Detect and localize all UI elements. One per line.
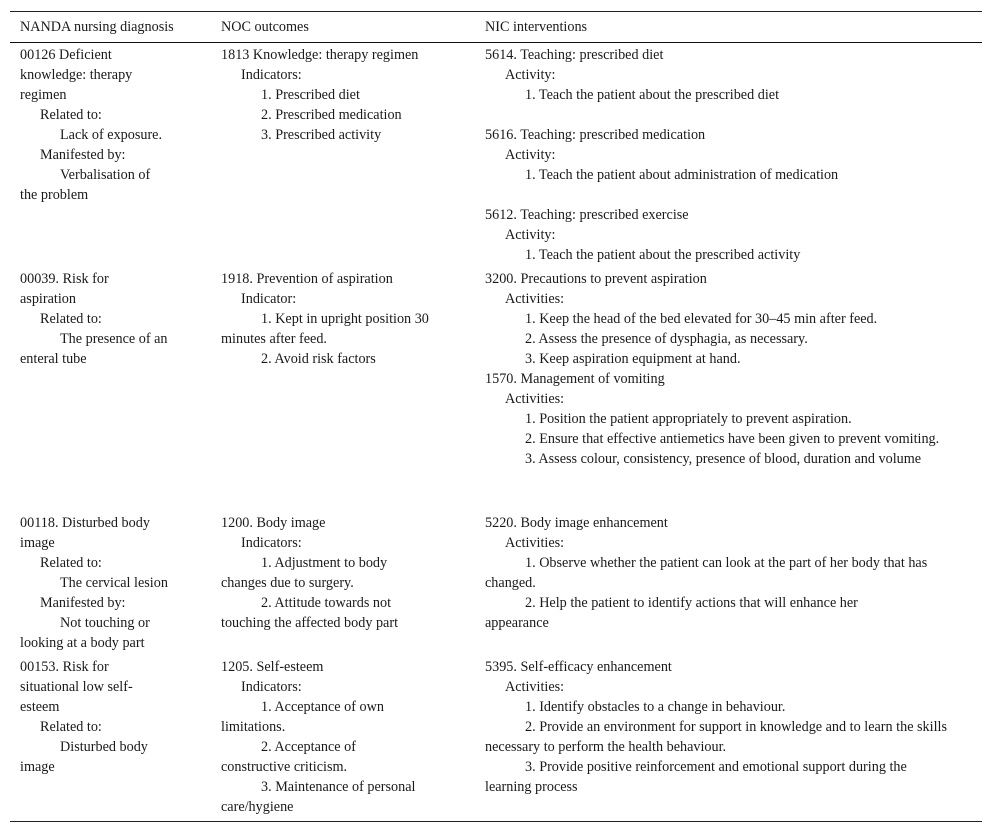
nic-title: 5220. Body image enhancement: [485, 515, 668, 531]
nic-activity: 2. Assess the presence of dysphagia, as necessary.: [525, 331, 808, 347]
nic-activity: 1. Teach the patient about the prescribed diet: [525, 87, 780, 103]
nic-title: 5395. Self-efficacy enhancement: [485, 659, 672, 675]
diagnosis-title: 00118. Disturbed body image: [20, 515, 150, 551]
nic-activity: 1. Identify obstacles to a change in behaviour.: [525, 699, 786, 715]
header-noc: NOC outcomes: [221, 18, 309, 35]
table-bottom-rule: [10, 821, 982, 822]
related-label: Related to:: [40, 311, 102, 327]
nic-activity: 2. Provide an environment for support in knowledge and to learn the skills necessary to perform the health behaviour.: [485, 719, 947, 755]
nic-activity-label: Activities:: [505, 391, 565, 407]
nic-activity-label: Activities:: [505, 291, 565, 307]
noc-indicator: 2. Attitude towards not touching the affected body part: [221, 595, 399, 631]
nic-title: 5616. Teaching: prescribed medication: [485, 127, 706, 143]
nic-activity: 3. Provide positive reinforcement and emotional support during the learning process: [485, 759, 907, 795]
header-diagnosis: NANDA nursing diagnosis: [20, 18, 174, 35]
table-header: [10, 12, 982, 42]
nic-activity: 1. Observe whether the patient can look at the part of her body that has changed.: [485, 555, 928, 591]
noc-indicators-label: Indicator:: [241, 291, 297, 307]
related-text: The cervical lesion: [60, 575, 168, 591]
nic-activity-label: Activities:: [505, 535, 565, 551]
noc-indicator: 1. Kept in upright position 30 minutes after feed.: [221, 311, 429, 347]
noc-indicator: 1. Acceptance of own limitations.: [221, 699, 384, 735]
noc-cell: [221, 45, 485, 267]
related-label: Related to:: [40, 107, 102, 123]
nic-title: 5612. Teaching: prescribed exercise: [485, 207, 689, 223]
noc-indicator: 3. Maintenance of personal care/hygiene: [221, 779, 416, 815]
table-row: [10, 267, 982, 511]
related-text: Lack of exposure.: [60, 127, 163, 143]
noc-indicator: 1. Adjustment to body changes due to surgery.: [221, 555, 388, 591]
nic-activity: 2. Help the patient to identify actions that will enhance her appearance: [485, 595, 858, 631]
nic-activity: 1. Teach the patient about administration of medication: [525, 167, 839, 183]
nic-activity-label: Activity:: [505, 67, 556, 83]
nic-activity-label: Activity:: [505, 147, 556, 163]
noc-title: 1918. Prevention of aspiration: [221, 271, 393, 287]
noc-cell: [221, 269, 485, 511]
manifested-label: Manifested by:: [40, 147, 126, 163]
nic-title: 5614. Teaching: prescribed diet: [485, 47, 664, 63]
noc-indicators-label: Indicators:: [241, 535, 302, 551]
related-text: The presence of an enteral tube: [20, 331, 168, 367]
noc-indicator: 2. Acceptance of constructive criticism.: [221, 739, 356, 775]
noc-cell: [221, 657, 485, 821]
table-row: [10, 655, 982, 821]
nic-activity: 3. Assess colour, consistency, presence of blood, duration and volume: [525, 451, 922, 467]
diagnosis-title: 00039. Risk for aspiration: [20, 271, 109, 307]
nic-cell: [485, 513, 982, 655]
related-label: Related to:: [40, 555, 102, 571]
noc-title: 1205. Self-esteem: [221, 659, 324, 675]
related-text: Disturbed body image: [20, 739, 148, 775]
noc-indicator: 2. Prescribed medication: [261, 107, 402, 123]
noc-indicator: 2. Avoid risk factors: [261, 351, 376, 367]
manifested-label: Manifested by:: [40, 595, 126, 611]
nic-activity-label: Activity:: [505, 227, 556, 243]
diagnosis-cell: [10, 269, 221, 511]
nic-activity-label: Activities:: [505, 679, 565, 695]
nursing-care-table: [10, 11, 982, 822]
table-row: [10, 43, 982, 267]
diagnosis-title: 00126 Deficient knowledge: therapy regimen: [20, 47, 133, 103]
nic-title: 1570. Management of vomiting: [485, 371, 665, 387]
noc-cell: [221, 513, 485, 655]
header-nic: NIC interventions: [485, 18, 588, 35]
diagnosis-cell: [10, 513, 221, 655]
noc-title: 1813 Knowledge: therapy regimen: [221, 47, 419, 63]
nic-cell: [485, 269, 982, 511]
nic-cell: [485, 657, 982, 821]
nic-title: 3200. Precautions to prevent aspiration: [485, 271, 707, 287]
manifested-text: Verbalisation of the problem: [20, 167, 151, 203]
manifested-text: Not touching or looking at a body part: [20, 615, 150, 651]
nic-cell: [485, 45, 982, 267]
related-label: Related to:: [40, 719, 102, 735]
nic-activity: 1. Position the patient appropriately to prevent aspiration.: [525, 411, 852, 427]
nic-activity: 2. Ensure that effective antiemetics have been given to prevent vomiting.: [525, 431, 940, 447]
nic-activity: 1. Keep the head of the bed elevated for 30–45 min after feed.: [525, 311, 878, 327]
diagnosis-title: 00153. Risk for situational low self-esteem: [20, 659, 133, 715]
diagnosis-cell: [10, 657, 221, 821]
diagnosis-cell: [10, 45, 221, 267]
table-row: [10, 511, 982, 655]
noc-indicators-label: Indicators:: [241, 67, 302, 83]
nic-activity: 1. Teach the patient about the prescribed activity: [525, 247, 801, 263]
noc-indicators-label: Indicators:: [241, 679, 302, 695]
noc-title: 1200. Body image: [221, 515, 326, 531]
noc-indicator: 3. Prescribed activity: [261, 127, 382, 143]
nic-activity: 3. Keep aspiration equipment at hand.: [525, 351, 741, 367]
noc-indicator: 1. Prescribed diet: [261, 87, 360, 103]
